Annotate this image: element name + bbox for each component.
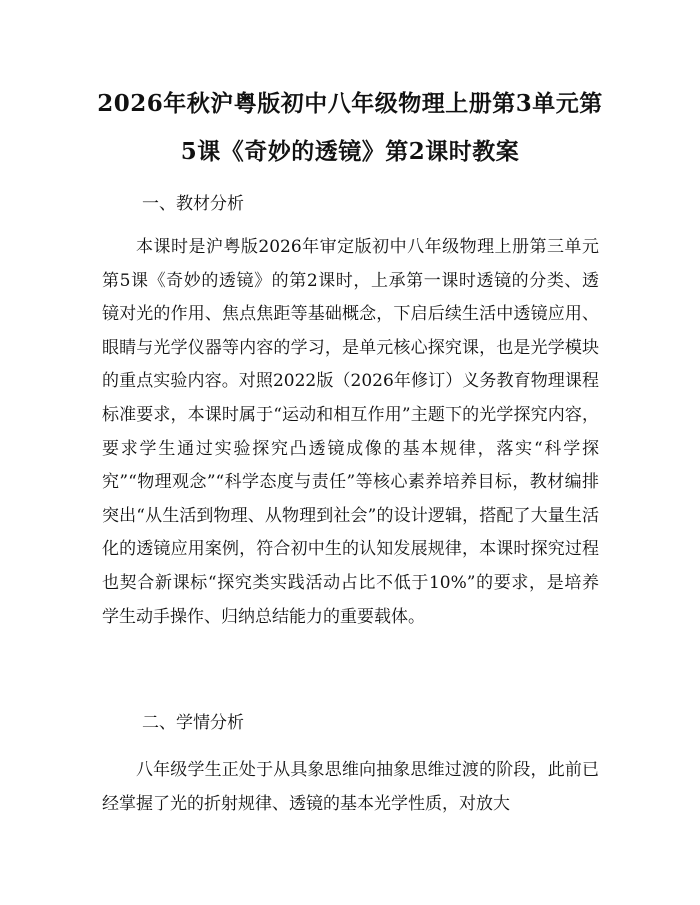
section-paragraph-textbook-analysis: 本课时是沪粤版2026年审定版初中八年级物理上册第三单元第5课《奇妙的透镜》的第2课时，上承第一课时透镜的分类、透镜对光的作用、焦点焦距等基础概念，下启后续生活中透镜应用、眼睛与光学仪器等内容的学习，是单元核心探究课，也是光学模块的重点实验内容。对照2022版（2026年修订）义务教育物理课程标准要求，本课时属于“运动和相互作用”主题下的光学探究内容，要求学生通过实验探究凸透镜成像的基本规律，落实“科学探究”“物理观念”“科学态度与责任”等核心素养培养目标，教材编排突出“从生活到物理、从物理到社会”的设计逻辑，搭配了大量生活化的透镜应用案例，符合初中生的认知发展规律，本课时探究过程也契合新课标“探究类实践活动占比不低于10%”的要求，是培养学生动手操作、归纳总结能力的重要载体。 — [102, 237, 599, 627]
document-title: 2026年秋沪粤版初中八年级物理上册第3单元第5课《奇妙的透镜》第2课时教案 — [97, 90, 603, 165]
section-paragraph-student-analysis: 八年级学生正处于从具象思维向抽象思维过渡的阶段，此前已经掌握了光的折射规律、透镜的基本光学性质，对放大 — [102, 760, 599, 814]
section-heading-student-analysis: 二、学情分析 — [142, 713, 244, 733]
section-heading-textbook-analysis: 一、教材分析 — [142, 194, 244, 214]
